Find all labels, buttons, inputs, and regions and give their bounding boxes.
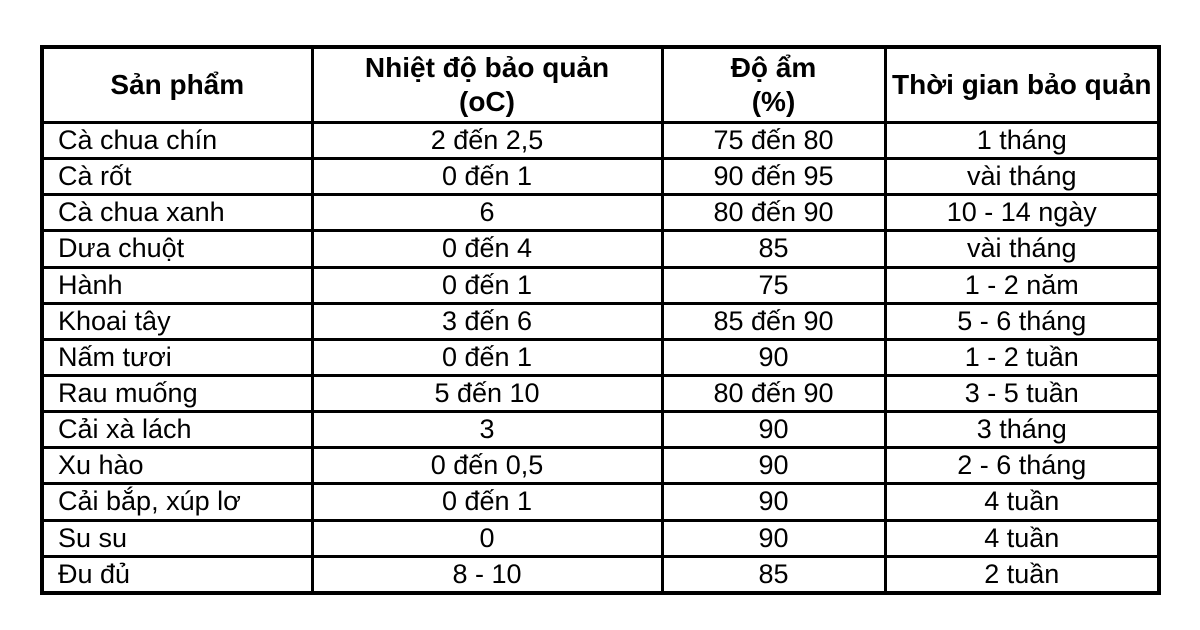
table-cell: Nấm tươi <box>42 339 312 375</box>
table-cell: 1 - 2 tuần <box>885 339 1159 375</box>
table-row <box>42 339 1159 375</box>
table-body <box>42 123 1159 594</box>
table-cell: 6 <box>312 195 662 231</box>
table-cell: Đu đủ <box>42 556 312 593</box>
table-row <box>42 267 1159 303</box>
table-cell: 10 - 14 ngày <box>885 195 1159 231</box>
table-cell: 90 <box>662 484 885 520</box>
table-cell: Khoai tây <box>42 303 312 339</box>
table-cell: 3 đến 6 <box>312 303 662 339</box>
table-cell: 4 tuần <box>885 520 1159 556</box>
table-cell: vài tháng <box>885 231 1159 267</box>
table-cell: 2 - 6 tháng <box>885 448 1159 484</box>
col-header-temperature-label: Nhiệt độ bảo quản <box>364 52 610 83</box>
storage-table <box>40 45 1161 595</box>
table-cell: 85 <box>662 231 885 267</box>
col-header-humidity-label: Độ ẩm <box>730 52 817 83</box>
table-cell: 90 <box>662 448 885 484</box>
table-row <box>42 412 1159 448</box>
table-cell: 0 đến 1 <box>312 267 662 303</box>
table-cell: 0 đến 1 <box>312 159 662 195</box>
table-cell: Cà chua xanh <box>42 195 312 231</box>
table-cell: 1 - 2 năm <box>885 267 1159 303</box>
col-header-humidity <box>662 47 885 123</box>
table-cell: Cà chua chín <box>42 123 312 159</box>
table-cell: 0 đến 1 <box>312 484 662 520</box>
table-cell: 4 tuần <box>885 484 1159 520</box>
header-row <box>42 47 1159 123</box>
table-cell: 80 đến 90 <box>662 375 885 411</box>
table-row <box>42 123 1159 159</box>
col-header-product <box>42 47 312 123</box>
table-row <box>42 520 1159 556</box>
table-row <box>42 484 1159 520</box>
table-cell: 75 đến 80 <box>662 123 885 159</box>
col-header-duration <box>885 47 1159 123</box>
table-cell: 0 đến 4 <box>312 231 662 267</box>
table-cell: 90 <box>662 520 885 556</box>
table-row <box>42 159 1159 195</box>
table-cell: 90 <box>662 412 885 448</box>
table-row <box>42 448 1159 484</box>
table-cell: Cà rốt <box>42 159 312 195</box>
table-cell: 5 - 6 tháng <box>885 303 1159 339</box>
table-cell: 85 đến 90 <box>662 303 885 339</box>
table-container <box>40 45 1161 595</box>
table-cell: 0 đến 0,5 <box>312 448 662 484</box>
table-cell: 2 tuần <box>885 556 1159 593</box>
table-cell: 90 đến 95 <box>662 159 885 195</box>
table-cell: 0 đến 1 <box>312 339 662 375</box>
table-cell: 8 - 10 <box>312 556 662 593</box>
table-cell: 2 đến 2,5 <box>312 123 662 159</box>
table-cell: 90 <box>662 339 885 375</box>
col-header-temperature <box>312 47 662 123</box>
col-header-humidity-unit: (%) <box>751 86 796 117</box>
col-header-duration-label: Thời gian bảo quản <box>892 69 1152 100</box>
table-cell: Dưa chuột <box>42 231 312 267</box>
table-cell: 3 tháng <box>885 412 1159 448</box>
table-cell: Hành <box>42 267 312 303</box>
table-cell: 3 <box>312 412 662 448</box>
table-cell: 75 <box>662 267 885 303</box>
table-cell: 0 <box>312 520 662 556</box>
table-row <box>42 375 1159 411</box>
table-cell: Xu hào <box>42 448 312 484</box>
table-cell: 3 - 5 tuần <box>885 375 1159 411</box>
col-header-product-label: Sản phẩm <box>110 69 245 100</box>
table-cell: 5 đến 10 <box>312 375 662 411</box>
table-row <box>42 195 1159 231</box>
table-cell: 85 <box>662 556 885 593</box>
table-cell: 1 tháng <box>885 123 1159 159</box>
table-row <box>42 231 1159 267</box>
table-cell: Rau muống <box>42 375 312 411</box>
table-row <box>42 303 1159 339</box>
table-cell: 80 đến 90 <box>662 195 885 231</box>
table-cell: Cải bắp, xúp lơ <box>42 484 312 520</box>
table-cell: Su su <box>42 520 312 556</box>
col-header-temperature-unit: (oC) <box>459 86 515 117</box>
table-row <box>42 556 1159 593</box>
table-cell: Cải xà lách <box>42 412 312 448</box>
table-cell: vài tháng <box>885 159 1159 195</box>
